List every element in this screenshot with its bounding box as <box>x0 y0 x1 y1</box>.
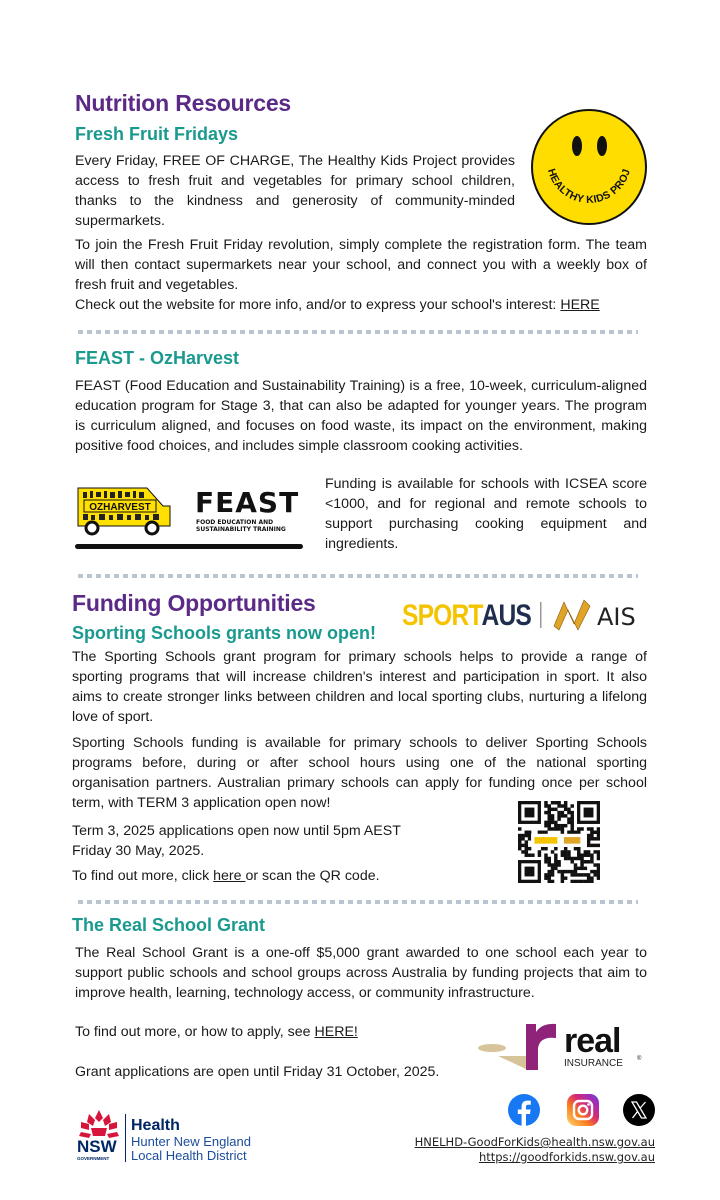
district-line-1: Hunter New England <box>131 1134 251 1149</box>
more-info-suffix: or scan the QR code. <box>245 868 380 884</box>
more-info-prefix: To find out more, click <box>72 868 214 884</box>
sportaus-sport-text: SPORT <box>402 597 483 632</box>
nsw-text: NSW <box>77 1137 117 1156</box>
sporting-schools-deadline <box>72 821 452 861</box>
qr-finder-pattern <box>525 867 535 877</box>
sporting-schools-qr-code[interactable] <box>518 801 600 883</box>
email-link[interactable]: HNELHD-GoodForKids@health.nsw.gov.au <box>414 1135 655 1149</box>
real-school-grant-here-link[interactable]: HERE! <box>314 1024 358 1040</box>
ais-ribbon-icon <box>554 600 590 630</box>
healthy-kids-logo-text: HEALTHY KIDS PROJ <box>544 167 633 206</box>
website-link[interactable]: https://goodforkids.nsw.gov.au <box>478 1150 655 1164</box>
sporting-schools-funding-text: Sporting Schools funding is available for primary schools to deliver Sporting Schools programs before, during or after school hours using one of the national sporting organisation partners. Australian primary schools can apply for funding once per school term, with TERM 3 application open now! <box>72 735 647 811</box>
section-divider <box>78 900 638 904</box>
section-divider <box>78 330 638 334</box>
ozharvest-van-icon <box>75 484 305 554</box>
feast-description: FEAST (Food Education and Sustainability Training) is a free, 10-week, curriculum-aligned education program for Stage 3, that can also be adapted for younger years. The program is curriculum aligned, and focuses on food waste, its impact on the environment, making positive food choices, and includes simple classroom cooking activities. <box>75 378 647 454</box>
real-insurance-icon <box>476 1020 656 1072</box>
sporting-schools-heading: Sporting Schools grants now open! <box>72 623 376 643</box>
funding-opportunities-title: Funding Opportunities <box>72 590 316 616</box>
sportaus-logo-icon <box>402 596 647 634</box>
real-school-grant-heading: The Real School Grant <box>72 915 266 935</box>
feast-logo-text: FEAST <box>195 486 300 519</box>
real-school-grant-deadline: Grant applications are open until Friday 31 October, 2025. <box>75 1064 440 1080</box>
sporting-schools-here-link[interactable]: here <box>213 868 246 884</box>
feast-logo-subtitle-1: FOOD EDUCATION AND <box>196 519 274 526</box>
sportaus-aus-text: AUS <box>481 597 531 632</box>
x-twitter-button[interactable] <box>622 1093 656 1127</box>
real-school-grant-description: The Real School Grant is a one-off $5,000 grant awarded to one school each year to support public schools and school groups across Australia by funding projects that aim to improve health, learning, technology access, or community infrastructure. <box>75 945 647 1001</box>
real-school-grant-apply-line <box>75 1022 358 1042</box>
ais-text: AIS <box>597 603 636 631</box>
real-insurance-logo <box>476 1020 656 1072</box>
apply-prefix: To find out more, or how to apply, see <box>75 1024 315 1040</box>
svg-text:®: ® <box>637 1056 642 1062</box>
waratah-icon <box>75 1108 275 1166</box>
facebook-button[interactable] <box>507 1093 541 1127</box>
qr-finder-pattern <box>584 808 594 818</box>
x-icon <box>622 1093 656 1127</box>
district-line-2: Local Health District <box>131 1148 247 1163</box>
qr-finder-pattern <box>525 808 535 818</box>
smiley-icon <box>530 108 648 226</box>
sporting-schools-description: The Sporting Schools grant program for primary schools helps to provide a range of sporting programs that will increase children's interest and participation in sport. It also aims to create stronger links between children and local sporting clubs, nurturing a lifelong love of sport. <box>72 649 647 725</box>
section-divider <box>78 574 638 578</box>
fresh-fruit-website-line <box>75 295 655 315</box>
feast-logo-subtitle-2: SUSTAINABILITY TRAINING <box>196 526 286 533</box>
real-logo-text: real <box>564 1022 621 1060</box>
deadline-line-2: Friday 30 May, 2025. <box>72 843 205 859</box>
sportaus-ais-logo <box>402 596 647 634</box>
fresh-fruit-intro: Every Friday, FREE OF CHARGE, The Healthy Kids Project provides access to fresh fruit and vegetables for primary school children, thanks to the kindness and generosity of community-minded supermarkets. <box>75 153 515 229</box>
healthy-kids-project-logo <box>530 108 648 226</box>
feast-ozharvest-logo <box>75 484 305 554</box>
nutrition-resources-title: Nutrition Resources <box>75 90 292 116</box>
instagram-button[interactable] <box>566 1093 600 1127</box>
government-text: GOVERNMENT <box>77 1156 110 1161</box>
facebook-icon <box>507 1093 541 1127</box>
insurance-logo-text: INSURANCE <box>564 1058 623 1069</box>
feast-ozharvest-heading: FEAST - OzHarvest <box>75 348 240 368</box>
fresh-fruit-website-text: Check out the website for more info, and/or to express your school's interest: <box>75 297 561 313</box>
fresh-fruit-join-text: To join the Fresh Fruit Friday revolution, simply complete the registration form. The team will then contact supermarkets near your school, and connect you with a weekly box of fresh fruit and vegetables. <box>75 237 647 293</box>
deadline-line-1: Term 3, 2025 applications open now until 5pm AEST <box>72 823 401 839</box>
health-text: Health <box>131 1117 180 1134</box>
feast-funding-text: Funding is available for schools with ICSEA score <1000, and for regional and remote schools to support purchasing cooking equipment and ingredients. <box>325 476 647 552</box>
nsw-health-logo <box>75 1108 275 1166</box>
qr-code-icon <box>518 801 600 883</box>
ozharvest-van-text: OZHARVEST <box>89 502 151 513</box>
fresh-fruit-fridays-heading: Fresh Fruit Fridays <box>75 124 239 144</box>
instagram-icon <box>566 1093 600 1127</box>
sporting-schools-more-info <box>72 866 472 886</box>
fresh-fruit-here-link[interactable]: HERE <box>560 297 600 313</box>
